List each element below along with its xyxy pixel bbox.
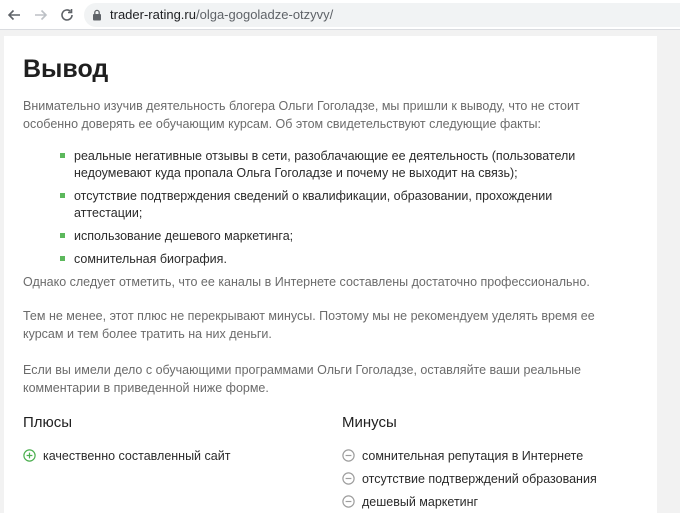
reload-button[interactable] [57,5,77,25]
forward-button[interactable] [31,5,51,25]
arrow-left-icon [7,8,21,22]
plus-circle-icon [23,449,36,462]
cons-heading: Минусы [342,414,397,431]
page-viewport [0,30,680,513]
address-bar[interactable] [84,3,680,27]
url-text [110,7,333,23]
channels-paragraph: Однако следует отметить, что ее каналы в Интернете составлены достаточно профессионально. [23,275,590,289]
minus-circle-icon [342,495,355,508]
list-item: реальные негативные отзывы в сети, разоблачающие ее деятельность (пользователи недоумевают куда пропала Ольга Гоголадзе и почему не выходит на связь); [60,148,620,182]
comments-paragraph: Если вы имели дело с обучающими программами Ольги Гоголадзе, оставляйте ваши реальные комментарии в приведенной ниже форме. [23,363,581,395]
url-path: /olga-gogoladze-otzyvy/ [195,7,334,22]
article-card [4,36,657,513]
list-item: использование дешевого маркетинга; [60,228,620,245]
arrow-right-icon [34,8,48,22]
bullet-marker [60,153,65,158]
lock-icon [91,9,103,21]
minus-circle-icon [342,472,355,485]
browser-toolbar [0,0,680,30]
url-host: trader-rating.ru [110,7,196,22]
reload-icon [60,8,74,22]
pros-heading: Плюсы [23,414,73,431]
pros-item: качественно составленный сайт [23,448,313,464]
intro-paragraph: Внимательно изучив деятельность блогера Ольги Гоголадзе, мы пришли к выводу, что не стоит особенно доверять ее обучающим курсам. Об этом свидетельствуют следующие факты: [23,99,580,131]
bullet-marker [60,256,65,261]
facts-list [60,148,620,274]
back-button[interactable] [4,5,24,25]
bullet-marker [60,233,65,238]
list-item: отсутствие подтверждения сведений о квалификации, образовании, прохождении аттестации; [60,188,620,222]
cons-item: сомнительная репутация в Интернете [342,448,642,464]
list-item: сомнительная биография. [60,251,620,268]
cons-item: дешевый маркетинг [342,494,642,510]
minus-circle-icon [342,449,355,462]
bullet-marker [60,193,65,198]
page-title: Вывод [23,55,109,83]
recommendation-paragraph: Тем не менее, этот плюс не перекрывают минусы. Поэтому мы не рекомендуем уделять время ее курсам и тем более тратить на них деньги. [23,309,595,341]
cons-item: отсутствие подтверждений образования [342,471,642,487]
